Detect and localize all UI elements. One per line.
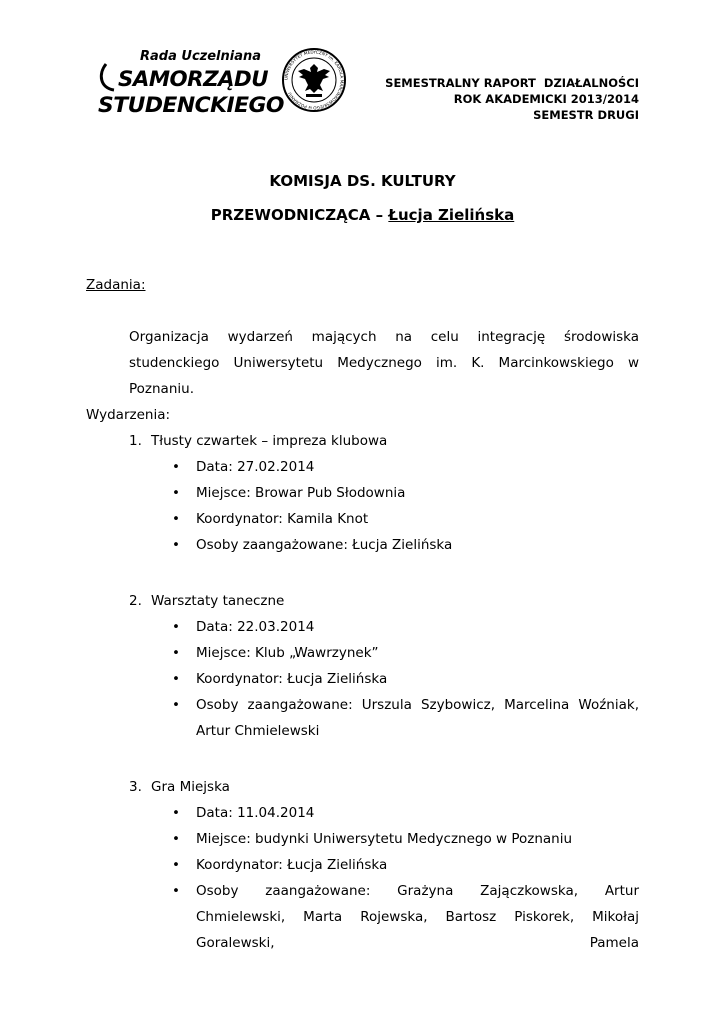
chairperson-label: PRZEWODNICZĄCA – <box>210 206 389 224</box>
list-item: • Miejsce: Browar Pub Słodownia <box>129 480 639 506</box>
list-item: • Miejsce: Klub „Wawrzynek” <box>129 640 639 666</box>
svg-text:UNIWERSYTET MEDYCZNY im. KAROL: UNIWERSYTET MEDYCZNY im. KAROLA MARCINKOWSKIEGO w POZNANIU <box>283 49 345 111</box>
report-header-line3: SEMESTR DRUGI <box>533 108 639 122</box>
report-header-line1: SEMESTRALNY RAPORT DZIAŁALNOŚCI <box>385 76 639 90</box>
event-number: 1. <box>129 433 142 449</box>
list-item: • Data: 27.02.2014 <box>129 454 639 480</box>
list-item: • Data: 11.04.2014 <box>129 800 639 826</box>
report-header <box>385 75 639 123</box>
events-label: Wydarzenia: <box>86 407 171 423</box>
bullet-icon: • <box>172 697 180 713</box>
list-item: • Osoby zaangażowane: Urszula Szybowicz, Marcelina Woźniak, Artur Chmielewski <box>129 692 639 744</box>
event-heading <box>129 774 639 800</box>
bullet-icon: • <box>172 645 180 661</box>
logo-line3: STUDENCKIEGO <box>98 93 285 117</box>
event-title: Gra Miejska <box>151 779 230 795</box>
list-item: • Koordynator: Kamila Knot <box>129 506 639 532</box>
event-title: Warsztaty taneczne <box>151 593 285 609</box>
event-3 <box>129 774 639 956</box>
bullet-icon: • <box>172 459 180 475</box>
event-details <box>129 800 639 956</box>
event-number: 3. <box>129 779 142 795</box>
chairperson-line <box>0 198 725 232</box>
list-item: • Data: 22.03.2014 <box>129 614 639 640</box>
report-header-line2: ROK AKADEMICKI 2013/2014 <box>453 92 639 106</box>
bullet-icon: • <box>172 857 180 873</box>
event-heading <box>129 588 639 614</box>
list-item: • Koordynator: Łucja Zielińska <box>129 852 639 878</box>
logo-graphic <box>96 44 348 120</box>
bullet-icon: • <box>172 883 180 899</box>
bullet-icon: • <box>172 537 180 553</box>
bullet-icon: • <box>172 831 180 847</box>
tasks-paragraph: Organizacja wydarzeń mających na celu integrację środowiska studenckiego Uniwersytetu Medycznego im. K. Marcinkowskiego w Poznaniu. <box>129 329 639 397</box>
chairperson-name: Łucja Zielińska <box>388 206 515 224</box>
list-item: • Osoby zaangażowane: Łucja Zielińska <box>129 532 639 558</box>
list-item: • Miejsce: budynki Uniwersytetu Medycznego w Poznaniu <box>129 826 639 852</box>
commission-title: KOMISJA DS. KULTURY <box>269 172 456 190</box>
logo-line1: Rada Uczelniana <box>140 49 261 64</box>
bullet-icon: • <box>172 511 180 527</box>
event-heading <box>129 428 639 454</box>
event-title: Tłusty czwartek – impreza klubowa <box>151 433 388 449</box>
logo-line2: SAMORZĄDU <box>118 67 269 91</box>
event-1 <box>129 428 639 558</box>
tasks-label: Zadania: <box>86 277 146 293</box>
event-2 <box>129 588 639 744</box>
event-details <box>129 614 639 744</box>
bullet-icon: • <box>172 671 180 687</box>
university-seal-icon <box>283 49 345 111</box>
event-number: 2. <box>129 593 142 609</box>
organization-logo <box>96 44 348 120</box>
bullet-icon: • <box>172 485 180 501</box>
list-item: • Koordynator: Łucja Zielińska <box>129 666 639 692</box>
document-title <box>0 164 725 232</box>
bullet-icon: • <box>172 805 180 821</box>
list-item: • Osoby zaangażowane: Grażyna Zajączkowska, Artur Chmielewski, Marta Rojewska, Bartosz Piskorek, Mikołaj Goralewski, Pamela <box>129 878 639 956</box>
event-details <box>129 454 639 558</box>
bullet-icon: • <box>172 619 180 635</box>
